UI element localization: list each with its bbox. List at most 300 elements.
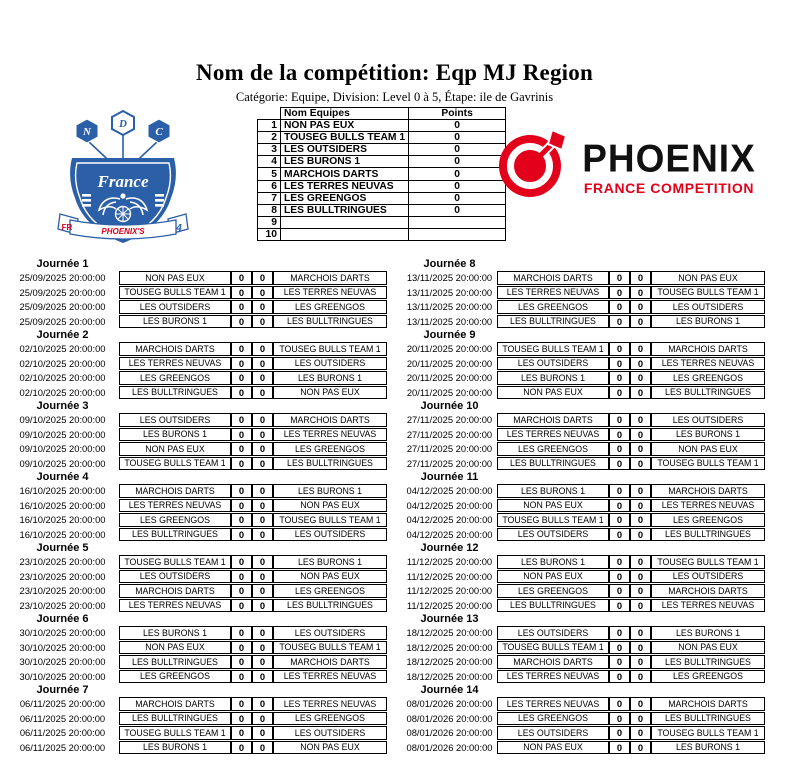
home-score-cell: 0 [231,570,252,584]
journee-block [402,329,765,399]
home-team-cell: LES BURONS 1 [497,484,609,498]
away-team-cell: NON PAS EUX [273,499,387,513]
points-cell: 0 [409,120,506,132]
home-score-cell: 0 [609,428,630,442]
match-row [6,442,387,456]
home-score-cell: 0 [231,555,252,569]
journee-label: Journée 5 [36,542,89,554]
away-team-cell: LES GREENGOS [273,584,387,598]
match-row [6,626,387,640]
home-score-cell: 0 [231,584,252,598]
journee-block [402,258,765,328]
away-team-cell: TOUSEG BULLS TEAM 1 [651,726,765,740]
match-row [402,670,765,684]
journee-label: Journée 6 [36,613,89,625]
match-date: 25/09/2025 20:00:00 [19,272,106,284]
standings-corner-cell [258,108,281,120]
journee-label: Journée 8 [423,258,476,270]
away-team-cell: LES OUTSIDERS [273,726,387,740]
away-score-cell: 0 [252,726,273,740]
away-score-cell: 0 [630,584,651,598]
journee-label: Journée 9 [423,329,476,341]
home-score-cell: 0 [231,484,252,498]
points-cell: 0 [409,192,506,204]
match-date: 04/12/2025 20:00:00 [406,528,493,540]
journee-block [402,684,765,754]
away-score-cell: 0 [630,528,651,542]
rank-cell: 1 [258,120,281,132]
match-date: 23/10/2025 20:00:00 [19,570,106,582]
away-team-cell: LES TERRES NEUVAS [651,599,765,613]
match-row [6,513,387,527]
match-date: 25/09/2025 20:00:00 [19,301,106,313]
home-score-cell: 0 [609,626,630,640]
away-score-cell: 0 [630,741,651,755]
home-team-cell: LES TERRES NEUVAS [119,599,231,613]
match-row [6,413,387,427]
away-team-cell: LES GREENGOS [651,371,765,385]
away-score-cell: 0 [252,286,273,300]
away-score-cell: 0 [630,484,651,498]
match-row [6,528,387,542]
match-date: 06/11/2025 20:00:00 [19,698,106,710]
match-date: 02/10/2025 20:00:00 [19,386,106,398]
away-team-cell: LES TERRES NEUVAS [651,499,765,513]
team-name-cell: LES BURONS 1 [281,156,409,168]
match-row [6,641,387,655]
home-score-cell: 0 [609,528,630,542]
match-date: 04/12/2025 20:00:00 [406,499,493,511]
home-score-cell: 0 [609,315,630,329]
away-team-cell: LES BURONS 1 [273,371,387,385]
home-team-cell: LES OUTSIDERS [119,300,231,314]
home-team-cell: LES OUTSIDERS [497,726,609,740]
page-subtitle: Catégorie: Equipe, Division: Level 0 à 5, Étape: ile de Gavrinis [235,90,554,104]
match-row [402,386,765,400]
journee-block [402,400,765,470]
away-team-cell: LES OUTSIDERS [651,570,765,584]
home-score-cell: 0 [231,499,252,513]
match-row [402,513,765,527]
away-score-cell: 0 [630,697,651,711]
points-cell [409,216,506,228]
home-team-cell: TOUSEG BULLS TEAM 1 [119,726,231,740]
match-date: 20/11/2025 20:00:00 [406,372,493,384]
away-score-cell: 0 [630,271,651,285]
away-team-cell: LES BULLTRINGUES [273,599,387,613]
match-row [6,357,387,371]
away-team-cell: TOUSEG BULLS TEAM 1 [273,641,387,655]
home-score-cell: 0 [231,271,252,285]
rank-cell: 5 [258,168,281,180]
home-team-cell: LES TERRES NEUVAS [497,428,609,442]
match-date: 27/11/2025 20:00:00 [406,457,493,469]
match-date: 04/12/2025 20:00:00 [406,514,493,526]
home-score-cell: 0 [609,712,630,726]
home-score-cell: 0 [231,300,252,314]
home-team-cell: MARCHOIS DARTS [119,584,231,598]
home-team-cell: LES GREENGOS [497,442,609,456]
rank-cell: 9 [258,216,281,228]
match-date: 11/12/2025 20:00:00 [406,599,493,611]
match-row [402,626,765,640]
match-row [402,741,765,755]
match-row [402,484,765,498]
away-team-cell: LES BULLTRINGUES [651,528,765,542]
away-score-cell: 0 [252,712,273,726]
rank-cell: 10 [258,228,281,240]
away-team-cell: LES OUTSIDERS [273,357,387,371]
home-score-cell: 0 [231,286,252,300]
standings-row [258,204,506,216]
away-team-cell: NON PAS EUX [273,570,387,584]
match-date: 08/01/2026 20:00:00 [406,727,493,739]
home-team-cell: LES BURONS 1 [119,428,231,442]
home-team-cell: TOUSEG BULLS TEAM 1 [119,286,231,300]
ribbon-fr-label: FR [61,223,73,232]
match-date: 08/01/2026 20:00:00 [406,741,493,753]
match-date: 11/12/2025 20:00:00 [406,585,493,597]
rank-cell: 6 [258,180,281,192]
away-team-cell: LES GREENGOS [273,442,387,456]
away-team-cell: LES OUTSIDERS [651,300,765,314]
home-score-cell: 0 [231,386,252,400]
home-team-cell: NON PAS EUX [119,271,231,285]
home-score-cell: 0 [231,697,252,711]
home-team-cell: MARCHOIS DARTS [497,413,609,427]
away-score-cell: 0 [630,626,651,640]
match-date: 13/11/2025 20:00:00 [406,272,493,284]
away-team-cell: MARCHOIS DARTS [651,584,765,598]
match-row [6,371,387,385]
standings-row [258,156,506,168]
ndc-letter-c: C [155,126,163,138]
match-date: 18/12/2025 20:00:00 [406,641,493,653]
journee-label: Journée 7 [36,684,89,696]
home-score-cell: 0 [609,670,630,684]
away-score-cell: 0 [630,386,651,400]
journee-label: Journée 11 [420,471,479,483]
home-team-cell: TOUSEG BULLS TEAM 1 [497,641,609,655]
home-team-cell: TOUSEG BULLS TEAM 1 [119,555,231,569]
match-date: 06/11/2025 20:00:00 [19,712,106,724]
away-team-cell: LES BURONS 1 [651,428,765,442]
away-team-cell: LES OUTSIDERS [651,413,765,427]
match-row [402,726,765,740]
match-row [402,371,765,385]
home-score-cell: 0 [609,697,630,711]
home-score-cell: 0 [609,499,630,513]
away-team-cell: MARCHOIS DARTS [273,271,387,285]
away-score-cell: 0 [252,555,273,569]
match-row [6,712,387,726]
home-score-cell: 0 [609,655,630,669]
match-row [402,442,765,456]
match-row [6,315,387,329]
match-date: 16/10/2025 20:00:00 [19,528,106,540]
away-score-cell: 0 [252,584,273,598]
home-team-cell: LES GREENGOS [497,712,609,726]
away-score-cell: 0 [630,413,651,427]
away-score-cell: 0 [252,428,273,442]
journee-label: Journée 4 [36,471,89,483]
match-date: 09/10/2025 20:00:00 [19,443,106,455]
match-row [6,570,387,584]
away-score-cell: 0 [252,697,273,711]
away-team-cell: LES BULLTRINGUES [273,315,387,329]
home-team-cell: TOUSEG BULLS TEAM 1 [119,457,231,471]
away-score-cell: 0 [252,626,273,640]
match-row [6,300,387,314]
match-date: 09/10/2025 20:00:00 [19,414,106,426]
journee-block [6,542,387,612]
home-team-cell: MARCHOIS DARTS [497,655,609,669]
match-row [6,484,387,498]
match-date: 30/10/2025 20:00:00 [19,641,106,653]
match-row [402,499,765,513]
journee-block [6,258,387,328]
away-team-cell: LES GREENGOS [273,300,387,314]
away-team-cell: LES TERRES NEUVAS [273,428,387,442]
away-score-cell: 0 [630,315,651,329]
away-team-cell: NON PAS EUX [651,442,765,456]
match-date: 16/10/2025 20:00:00 [19,514,106,526]
home-score-cell: 0 [231,599,252,613]
home-team-cell: TOUSEG BULLS TEAM 1 [497,342,609,356]
ndc-letter-n: N [83,126,91,138]
match-row [6,499,387,513]
away-team-cell: LES GREENGOS [651,670,765,684]
home-team-cell: NON PAS EUX [497,386,609,400]
match-date: 02/10/2025 20:00:00 [19,372,106,384]
match-row [402,342,765,356]
standings-row [258,180,506,192]
journee-label: Journée 10 [420,400,479,412]
match-date: 04/12/2025 20:00:00 [406,485,493,497]
away-score-cell: 0 [252,528,273,542]
team-name-cell: TOUSEG BULLS TEAM 1 [281,132,409,144]
ndc-letter-d: D [119,118,127,130]
home-team-cell: MARCHOIS DARTS [119,484,231,498]
home-team-cell: LES TERRES NEUVAS [497,697,609,711]
home-score-cell: 0 [609,513,630,527]
home-team-cell: LES OUTSIDERS [119,570,231,584]
away-team-cell: LES TERRES NEUVAS [273,697,387,711]
away-team-cell: LES BURONS 1 [273,484,387,498]
rank-cell: 7 [258,192,281,204]
home-score-cell: 0 [231,726,252,740]
points-cell [409,228,506,240]
match-row [6,342,387,356]
match-date: 08/01/2026 20:00:00 [406,698,493,710]
match-date: 06/11/2025 20:00:00 [19,741,106,753]
home-score-cell: 0 [609,457,630,471]
standings-row [258,132,506,144]
journee-block [6,471,387,541]
away-score-cell: 0 [630,655,651,669]
home-team-cell: LES TERRES NEUVAS [497,670,609,684]
match-date: 18/12/2025 20:00:00 [406,627,493,639]
rank-cell: 4 [258,156,281,168]
away-score-cell: 0 [252,599,273,613]
home-score-cell: 0 [609,484,630,498]
match-row [402,528,765,542]
away-team-cell: LES TERRES NEUVAS [273,670,387,684]
points-cell: 0 [409,156,506,168]
away-team-cell: MARCHOIS DARTS [651,484,765,498]
away-score-cell: 0 [630,371,651,385]
points-cell: 0 [409,144,506,156]
away-team-cell: LES OUTSIDERS [273,626,387,640]
rank-cell: 2 [258,132,281,144]
away-score-cell: 0 [630,499,651,513]
home-score-cell: 0 [609,442,630,456]
match-row [6,599,387,613]
home-score-cell: 0 [609,726,630,740]
phoenix-target-icon [496,128,568,200]
away-team-cell: LES OUTSIDERS [273,528,387,542]
away-score-cell: 0 [252,670,273,684]
away-score-cell: 0 [252,442,273,456]
away-team-cell: NON PAS EUX [273,741,387,755]
home-team-cell: NON PAS EUX [497,499,609,513]
team-name-cell [281,228,409,240]
standings-table [257,107,506,241]
team-name-cell: LES TERRES NEUVAS [281,180,409,192]
match-row [6,286,387,300]
match-date: 27/11/2025 20:00:00 [406,414,493,426]
match-row [6,726,387,740]
home-team-cell: LES TERRES NEUVAS [119,499,231,513]
team-name-cell: LES OUTSIDERS [281,144,409,156]
away-team-cell: LES BURONS 1 [651,315,765,329]
home-team-cell: LES GREENGOS [497,584,609,598]
home-team-cell: MARCHOIS DARTS [119,342,231,356]
match-date: 20/11/2025 20:00:00 [406,343,493,355]
match-row [402,286,765,300]
home-score-cell: 0 [231,712,252,726]
match-date: 18/12/2025 20:00:00 [406,670,493,682]
match-row [402,599,765,613]
away-team-cell: TOUSEG BULLS TEAM 1 [651,555,765,569]
match-date: 11/12/2025 20:00:00 [406,556,493,568]
team-name-cell: LES GREENGOS [281,192,409,204]
home-score-cell: 0 [231,741,252,755]
match-date: 27/11/2025 20:00:00 [406,428,493,440]
away-score-cell: 0 [252,371,273,385]
match-date: 30/10/2025 20:00:00 [19,670,106,682]
standings-body [258,108,506,241]
away-score-cell: 0 [252,655,273,669]
schedule-column-left [6,258,387,755]
phoenix-wordmark: PHOENIX [582,136,756,180]
match-row [402,413,765,427]
away-score-cell: 0 [252,457,273,471]
journee-label: Journée 3 [36,400,89,412]
journee-label: Journée 14 [420,684,479,696]
match-row [402,570,765,584]
match-row [6,457,387,471]
standings-row [258,192,506,204]
page-title: Nom de la compétition: Eqp MJ Region [196,60,593,85]
match-row [402,655,765,669]
away-score-cell: 0 [630,599,651,613]
match-date: 23/10/2025 20:00:00 [19,599,106,611]
match-row [6,697,387,711]
match-date: 02/10/2025 20:00:00 [19,343,106,355]
home-score-cell: 0 [231,457,252,471]
away-score-cell: 0 [252,499,273,513]
points-cell: 0 [409,204,506,216]
match-date: 30/10/2025 20:00:00 [19,627,106,639]
journee-block [6,400,387,470]
journee-block [6,684,387,754]
home-team-cell: NON PAS EUX [497,741,609,755]
home-team-cell: LES BULLTRINGUES [119,712,231,726]
journee-label: Journée 12 [420,542,479,554]
home-team-cell: NON PAS EUX [119,641,231,655]
match-date: 20/11/2025 20:00:00 [406,386,493,398]
home-score-cell: 0 [231,315,252,329]
match-row [402,428,765,442]
rank-cell: 3 [258,144,281,156]
points-cell: 0 [409,168,506,180]
match-row [402,584,765,598]
journee-label: Journée 13 [420,613,479,625]
away-team-cell: LES BULLTRINGUES [651,386,765,400]
journee-label: Journée 2 [36,329,89,341]
home-score-cell: 0 [231,670,252,684]
away-score-cell: 0 [630,442,651,456]
points-cell: 0 [409,132,506,144]
away-score-cell: 0 [630,670,651,684]
home-team-cell: MARCHOIS DARTS [497,271,609,285]
home-team-cell: LES BURONS 1 [119,741,231,755]
match-date: 18/12/2025 20:00:00 [406,656,493,668]
away-score-cell: 0 [252,513,273,527]
journee-label: Journée 1 [36,258,89,270]
match-row [402,712,765,726]
away-score-cell: 0 [630,726,651,740]
match-date: 08/01/2026 20:00:00 [406,712,493,724]
away-score-cell: 0 [630,428,651,442]
team-name-cell: MARCHOIS DARTS [281,168,409,180]
match-date: 27/11/2025 20:00:00 [406,443,493,455]
home-team-cell: LES BURONS 1 [119,315,231,329]
match-date: 25/09/2025 20:00:00 [19,286,106,298]
home-team-cell: LES TERRES NEUVAS [497,286,609,300]
match-date: 16/10/2025 20:00:00 [19,499,106,511]
match-row [402,315,765,329]
standings-row [258,216,506,228]
home-team-cell: LES GREENGOS [119,371,231,385]
home-team-cell: LES BULLTRINGUES [497,315,609,329]
match-row [402,555,765,569]
match-date: 25/09/2025 20:00:00 [19,315,106,327]
home-team-cell: LES OUTSIDERS [497,626,609,640]
home-score-cell: 0 [609,286,630,300]
match-row [6,555,387,569]
away-score-cell: 0 [630,513,651,527]
home-team-cell: TOUSEG BULLS TEAM 1 [497,513,609,527]
away-score-cell: 0 [630,555,651,569]
journee-block [402,613,765,683]
away-score-cell: 0 [630,286,651,300]
match-date: 30/10/2025 20:00:00 [19,656,106,668]
team-name-cell: LES BULLTRINGUES [281,204,409,216]
away-team-cell: LES GREENGOS [651,513,765,527]
match-row [402,271,765,285]
